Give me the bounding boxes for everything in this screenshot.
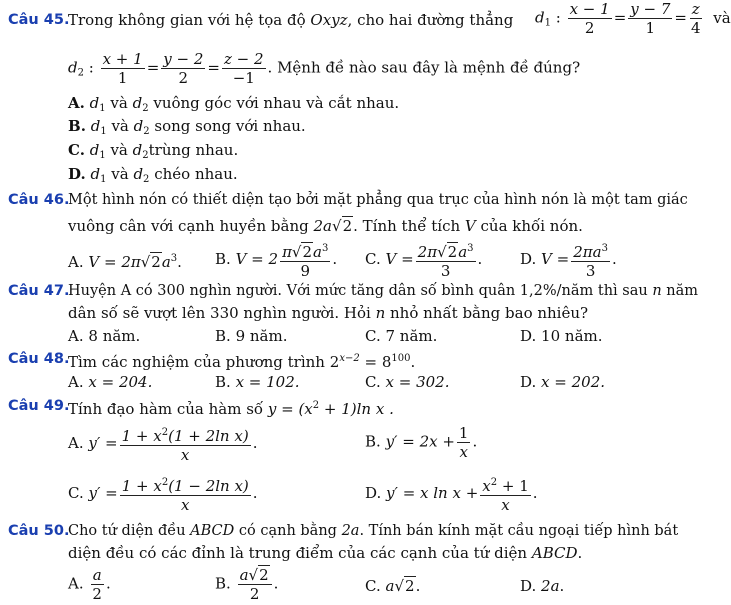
frac-num: x + 1 [102,50,143,68]
frac-num-post: (1 + 2ln x) [168,427,249,445]
frac-num-post: + 1 [497,477,529,495]
option-letter: C. [365,250,381,268]
q46-option-d[interactable] [520,240,617,280]
option-letter: A. [68,434,84,452]
q45-d2-frac-2 [161,50,205,87]
option-frac [457,424,471,461]
q48-option-d[interactable] [520,372,605,392]
q46-option-c[interactable] [365,240,482,280]
frac-num: z [691,0,700,18]
option-lhs: y′ = x ln x + [386,484,479,502]
q48-exp-1: x−2 [339,353,360,364]
q49-stem [68,396,394,419]
option-letter: D. [520,577,537,595]
question-48-label: Câu 48. [8,351,70,367]
q47-option-d[interactable] [520,326,603,346]
frac-num: y − 2 [163,50,204,68]
frac-num: 1 [458,424,469,442]
q45-text-1: Trong không gian với hệ tọa độ [68,11,306,29]
q45-and: và [713,8,731,27]
option-frac [571,240,610,280]
frac-num-pre: 1 + x [121,427,162,445]
frac-den: −1 [232,69,255,87]
option-end: . [477,250,483,268]
option-pre: a [385,577,395,595]
q45-text-2: , cho hai đường thẳng [347,11,514,29]
option-exp: 3 [170,253,178,264]
q48-exp-2: 100 [391,353,411,364]
option-rad: 2 [259,566,269,584]
option-frac: $\frac{a√2}{2}$ [238,566,272,603]
frac-num-post: a [458,243,468,261]
q45-d1-equation: $d_1$ : $\frac{x - 1}{2}$ = $\frac{y - 7}{1}$ = $\frac{z}{4}$ và [535,0,731,37]
option-text: 9 năm. [235,327,288,345]
option-lhs: y′ = [88,434,118,452]
frac-num-exp: 2 [161,477,169,488]
option-letter: A [68,94,80,112]
q49-option-d[interactable] [365,474,538,514]
q48-base-1: 2 [329,353,340,371]
option-frac [90,566,104,603]
q49-func-exp: 2 [312,400,320,411]
q48-option-c[interactable] [365,372,449,392]
q48-option-b[interactable] [215,372,300,392]
option-letter: A. [68,327,84,345]
question-50-label: Câu 50. [8,523,70,539]
option-text: x = 202. [541,373,606,391]
q50-option-c[interactable]: C. a√2. [365,577,421,595]
q47-option-a[interactable] [68,326,140,346]
question-47-label: Câu 47. [8,283,70,299]
option-lhs: y′ = 2x + [385,432,455,451]
frac-num-pre: a [239,566,249,584]
q46-hyp-rad: 2 [342,217,353,235]
frac-num-pre: 1 + x [121,477,162,495]
option-end: . [105,574,111,593]
option-lhs: V = [541,250,570,268]
q46-stem-line-2 [68,216,583,236]
q48-eq: = [364,353,378,371]
frac-num-pre: 2πa [573,243,602,261]
frac-num-post: a [313,243,322,261]
option-letter: B. [215,327,231,345]
q46-option-a[interactable]: A. $V = 2\pi√2a^3$. [68,253,182,271]
option-end: . [252,484,258,502]
q46-text-4: của khối nón. [480,217,583,235]
q45-option-d[interactable]: D. $d_1$ và $d_2$ chéo nhau. [68,165,238,185]
q45-d2-frac-1 [101,50,145,87]
q49-text-1: Tính đạo hàm của hàm số [68,400,264,418]
q45-text-3: . Mệnh đề nào sau đây là mệnh đề đúng? [267,58,581,77]
option-text: x = 204. [88,373,153,391]
q45-d2-name: d [68,58,78,77]
q48-end: . [410,353,416,371]
option-end: . [252,434,258,452]
q47-text-1: Huyện A có 300 nghìn người. Với mức tăng dân số bình quân 1,2%/năm thì sau [68,283,648,299]
q48-text-1: Tìm các nghiệm của phương trình [68,353,325,371]
q48-base-2: 8 [381,353,392,371]
option-end: . [472,432,478,451]
option-text: 10 năm. [541,327,603,345]
frac-den: 4 [690,19,701,37]
frac-den: 3 [440,262,451,280]
frac-num: y − 7 [630,0,671,18]
q45-d1-frac-1 [568,0,612,37]
option-letter: B [68,117,81,135]
frac-num-pre: x [482,477,491,495]
q45-d1-frac-2 [628,0,672,37]
option-text: vuông góc với nhau và cắt nhau. [153,94,400,112]
option-letter: C. [365,373,381,391]
q50-abcd: ABCD [190,523,235,539]
option-frac [480,474,531,514]
q45-oxyz: Oxyz [310,11,348,29]
q49-option-b[interactable] [365,424,477,461]
option-rad: 2 [405,577,415,595]
frac-den: 2 [178,69,189,87]
question-49-label: Câu 49. [8,398,70,414]
option-letter: C. [365,327,381,345]
frac-num-pre: 2π [417,243,438,261]
option-letter: D. [365,484,382,502]
q46-hyp: 2a [313,217,333,235]
q50-text-3: . Tính bán kính mặt cầu ngoại tiếp hình bát [359,523,679,539]
option-text: trùng nhau. [148,141,239,159]
q46-option-b[interactable] [215,240,337,280]
q45-d1-name: d [535,8,545,27]
option-end: . [273,574,279,593]
q45-d2-sub: 2 [77,67,84,79]
option-rad: 2 [151,253,161,271]
option-lhs: V = [385,250,414,268]
option-letter: A. [68,373,84,391]
option-letter: B. [215,574,231,593]
q50-text-2: có cạnh bằng [238,523,337,539]
q50-stem-line-1 [68,521,678,541]
frac-num-post: (1 − 2ln x) [168,477,249,495]
option-lhs: V = 2 [235,250,279,268]
q50-option-b[interactable] [215,566,278,603]
q47-stem-line-2 [68,303,588,323]
q47-n-2: n [375,304,386,322]
q50-text-4: diện đều có các đỉnh là trung điểm của các cạnh của tứ diện [68,544,528,562]
frac-den: 1 [117,69,128,87]
option-end: . [415,577,421,595]
option-end: . [532,484,538,502]
option-letter: C. [68,484,84,502]
option-text: x = 102. [235,373,300,391]
q50-abcd-2: ABCD [531,544,578,562]
q47-option-c[interactable] [365,326,437,346]
option-end: . [559,577,565,595]
q45-option-c[interactable]: C. $d_1$ và $d_2trùng$ nhau. [68,141,239,161]
question-46-label: Câu 46. [8,192,70,208]
option-text: 7 năm. [385,327,438,345]
option-letter: A. [68,574,84,593]
q47-text-4: nhỏ nhất bằng bao nhiêu? [390,304,589,322]
option-text: 2a [541,577,560,595]
option-text: song song với nhau. [154,117,306,135]
option-rad: 2 [447,243,458,261]
sqrt-symbol: √2 [332,217,353,235]
q48-option-a[interactable] [68,372,152,392]
option-letter: D. [520,373,537,391]
frac-num: a [92,566,102,584]
frac-num-exp: 2 [490,477,498,488]
frac-num: x − 1 [569,0,610,18]
frac-den: 1 [645,19,656,37]
q47-n: n [652,283,662,299]
q50-stem-line-2 [68,543,582,563]
option-letter: D [68,165,81,183]
q45-d2-frac-3 [222,50,266,87]
frac-den: x [180,446,190,464]
option-letter: A. [68,253,84,271]
option-letter: D. [520,327,537,345]
q49-option-c[interactable] [68,474,258,514]
option-letter: B. [215,373,231,391]
frac-den: 2 [92,585,102,603]
frac-num-pre: π [282,243,292,261]
frac-den: 2 [584,19,595,37]
option-letter: B. [365,432,381,451]
q50-end: . [577,544,583,562]
frac-den: 3 [585,262,596,280]
q47-text-3: dân số sẽ vượt lên 330 nghìn người. Hỏi [68,304,371,322]
option-text: 8 năm. [88,327,141,345]
option-frac [120,424,251,464]
frac-den: x [501,496,510,514]
option-text: x = 302. [385,373,450,391]
option-lhs: V = 2π [88,253,141,271]
q45-d1-sub: 1 [544,17,551,29]
option-end: . [332,250,338,268]
option-frac: $\frac{2\pi√2a^3}{3}$ [416,240,476,280]
q46-stem-line-1: Một hình nón có thiết diện tạo bởi mặt phẳng qua trục của hình nón là một tam giác [68,192,688,208]
frac-num-exp: 2 [161,427,169,438]
q45-d1-frac-3 [689,0,703,37]
q45-option-b[interactable]: B. $d_1$ và $d_2$ song song với nhau. [68,117,306,137]
question-45-stem-line-1 [68,10,513,30]
q45-option-a[interactable]: A. $d_1$ và $d_2$ vuông góc với nhau và cắt nhau. [68,94,400,114]
q46-text-2: vuông cân với cạnh huyền bằng [68,217,309,235]
option-exp: 3 [601,243,608,254]
q46-text-3: . Tính thể tích [353,217,461,235]
q45-d2-equation: $d_2$ : $\frac{x + 1}{1}$ = $\frac{y - 2}{2}$ = $\frac{z - 2}{-1}$ . Mệnh đề nào sau đây là mệnh đề đúng? [68,50,581,87]
option-lhs: y′ = [88,484,118,502]
option-rest: a [161,253,171,271]
option-text: chéo nhau. [154,165,238,183]
option-end: . [177,253,182,271]
frac-den: x [459,443,468,461]
option-frac: $\frac{\pi√2a^3}{9}$ [280,240,330,280]
q50-option-a[interactable] [68,566,111,603]
q50-text-1: Cho tứ diện đều [68,523,186,539]
q49-func-pre: y = (x [267,400,313,418]
q47-text-2: năm [666,283,698,299]
q50-option-d[interactable] [520,576,564,596]
option-exp: 3 [467,243,474,254]
option-end: . [611,250,617,268]
option-letter: C [68,141,80,159]
option-rad: 2 [302,243,313,261]
q48-stem [68,349,415,372]
option-frac [120,474,251,514]
frac-den: 2 [249,585,260,603]
q49-option-a[interactable] [68,424,257,464]
frac-den: 9 [300,262,310,280]
frac-num: z − 2 [223,50,264,68]
option-letter: D. [520,250,537,268]
option-letter: C. [365,577,381,595]
q49-func-post: + 1)ln x . [319,400,394,418]
q47-stem-line-1 [68,281,698,301]
frac-den: x [181,496,190,514]
question-45-label: Câu 45. [8,12,70,28]
q46-v: V [464,217,476,235]
option-letter: B. [215,250,231,268]
q47-option-b[interactable] [215,326,288,346]
q50-edge: 2a [341,523,360,539]
option-exp: 3 [321,243,329,254]
